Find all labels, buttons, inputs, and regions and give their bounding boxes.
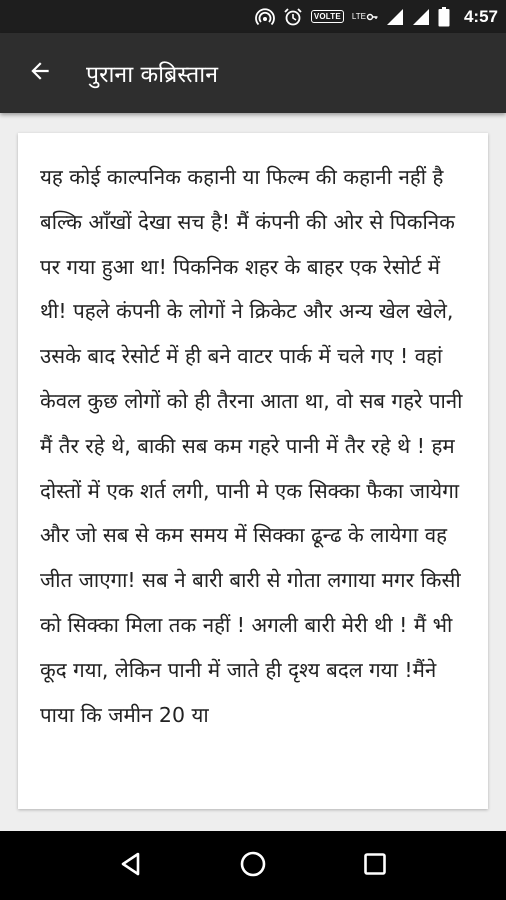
back-button[interactable] xyxy=(10,43,70,103)
page-title: पुराना कब्रिस्तान xyxy=(86,62,218,88)
nav-back-button[interactable] xyxy=(106,841,156,891)
hotspot-icon xyxy=(255,7,275,27)
nav-home-button[interactable] xyxy=(228,841,278,891)
volte-badge: VOLTE xyxy=(311,10,344,23)
navigation-bar xyxy=(0,831,506,900)
status-time: 4:57 xyxy=(463,6,498,26)
battery-icon xyxy=(438,7,450,27)
signal-icon xyxy=(412,8,430,26)
home-circle-icon xyxy=(239,850,267,882)
status-bar xyxy=(0,0,506,33)
story-text: यह कोई काल्पनिक कहानी या फिल्म की कहानी नहीं है बल्कि आँखों देखा सच है! मैं कंपनी की ओर से पिकनिक पर गया हुआ था! पिकनिक शहर के बाहर एक रेसोर्ट में थी! पहले कंपनी के लोगों ने क्रिकेट और अन्य खेल खेले, उसके बाद रेसोर्ट में ही बने वाटर पार्क में चले गए ! वहां केवल कुछ लोगों को ही तैरना आता था, वो सब गहरे पानी मैं तैर रहे थे, बाकी सब कम गहरे पानी में तैर रहे थे ! हम दोस्तों में एक शर्त लगी, पानी मे एक सिक्का फैका जायेगा और जो सब से कम समय में सिक्का ढून्ढ के लायेगा वह जीत जाएगा! सब ने बारी बारी से गोता लगाया मगर किसी को सिक्का मिला तक नहीं ! अगली बारी मेरी थी ! मैं भी कूद गया, लेकिन पानी में जाते ही दृश्य बदल गया !मैंने पाया कि जमीन 20 या xyxy=(40,165,463,727)
nav-recents-button[interactable] xyxy=(350,841,400,891)
arrow-back-icon xyxy=(27,58,53,88)
alarm-icon xyxy=(283,7,303,27)
signal-icon xyxy=(386,8,404,26)
lte-label: LTE xyxy=(351,11,366,21)
story-card[interactable] xyxy=(18,133,488,809)
back-triangle-icon xyxy=(118,851,144,881)
app-bar xyxy=(0,33,506,113)
recents-square-icon xyxy=(363,852,387,880)
key-icon xyxy=(352,11,378,23)
